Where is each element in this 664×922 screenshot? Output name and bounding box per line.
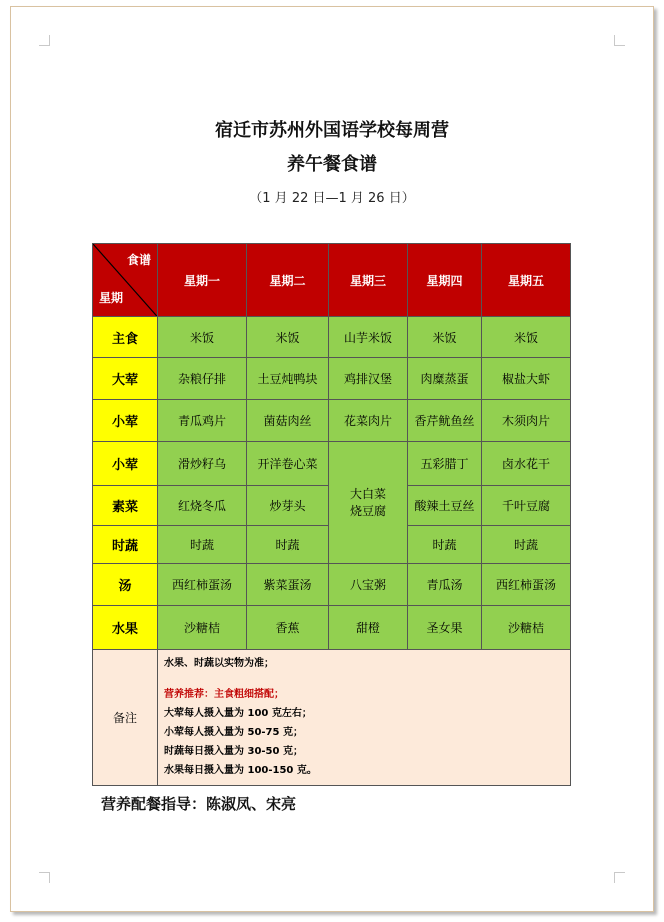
menu-cell: 时蔬 (408, 525, 482, 563)
menu-cell: 炒芽头 (247, 485, 329, 525)
menu-cell: 滑炒籽乌 (158, 441, 247, 485)
menu-cell: 卤水花干 (482, 441, 571, 485)
row-label: 汤 (93, 564, 158, 606)
menu-cell: 酸辣土豆丝 (408, 485, 482, 525)
table-row (93, 358, 571, 399)
nutrition-guide: 营养配餐指导：陈淑凤、宋亮 (101, 795, 297, 813)
menu-cell: 时蔬 (158, 525, 247, 563)
menu-cell: 西红柿蛋汤 (158, 564, 247, 606)
crop-mark-top-left (39, 35, 50, 46)
menu-cell: 椒盐大虾 (482, 358, 571, 399)
menu-cell: 花菜肉片 (329, 399, 408, 441)
table-row (93, 564, 571, 606)
menu-cell: 米饭 (158, 317, 247, 358)
menu-cell: 香芹鱿鱼丝 (408, 399, 482, 441)
title-line-1: 宿迁市苏州外国语学校每周营 (215, 120, 449, 141)
corner-top-label: 食谱 (126, 253, 151, 267)
menu-cell: 山芋米饭 (329, 317, 408, 358)
day-header: 星期二 (247, 244, 329, 317)
merged-line-2: 烧豆腐 (349, 504, 386, 519)
menu-cell: 开洋卷心菜 (247, 441, 329, 485)
day-header: 星期三 (329, 244, 408, 317)
menu-cell: 时蔬 (482, 525, 571, 563)
day-header: 星期四 (408, 244, 482, 317)
row-label: 素菜 (93, 485, 158, 525)
menu-cell: 五彩腊丁 (408, 441, 482, 485)
menu-cell: 青瓜汤 (408, 564, 482, 606)
row-label: 小荤 (93, 399, 158, 441)
menu-cell: 沙糖桔 (158, 606, 247, 650)
notes-content (158, 650, 571, 786)
menu-cell: 西红柿蛋汤 (482, 564, 571, 606)
menu-cell: 肉糜蒸蛋 (408, 358, 482, 399)
crop-mark-top-right (614, 35, 625, 46)
corner-bottom-label: 星期 (99, 291, 124, 306)
menu-cell: 米饭 (482, 317, 571, 358)
table-row (93, 606, 571, 650)
row-label: 水果 (93, 606, 158, 650)
menu-cell-merged (329, 441, 408, 563)
menu-cell: 香蕉 (247, 606, 329, 650)
menu-cell: 杂粮仔排 (158, 358, 247, 399)
notes-line: 大荤每人摄入量为 100 克左右； (164, 708, 312, 720)
crop-mark-bottom-left (39, 872, 50, 883)
notes-line: 时蔬每日摄入量为 30-50 克； (164, 746, 303, 758)
table-row (93, 441, 571, 485)
menu-cell: 鸡排汉堡 (329, 358, 408, 399)
corner-header-cell (93, 244, 158, 317)
menu-cell: 菌菇肉丝 (247, 399, 329, 441)
row-label: 主食 (93, 317, 158, 358)
row-label: 时蔬 (93, 525, 158, 563)
menu-cell: 土豆炖鸭块 (247, 358, 329, 399)
menu-cell: 青瓜鸡片 (158, 399, 247, 441)
row-label: 小荤 (93, 441, 158, 485)
header-row (93, 244, 571, 317)
menu-cell: 木须肉片 (482, 399, 571, 441)
notes-label: 备注 (93, 650, 158, 786)
notes-line: 小荤每人摄入量为 50-75 克； (164, 727, 303, 739)
menu-cell: 米饭 (408, 317, 482, 358)
menu-cell: 红烧冬瓜 (158, 485, 247, 525)
menu-table (92, 243, 571, 786)
notes-row (93, 650, 571, 786)
day-header: 星期五 (482, 244, 571, 317)
notes-line: 水果每日摄入量为 100-150 克。 (164, 765, 317, 777)
table-row (93, 399, 571, 441)
menu-cell: 时蔬 (247, 525, 329, 563)
notes-recommend: 营养推荐：主食粗细搭配； (164, 689, 284, 701)
title-line-2: 养午餐食谱 (287, 154, 377, 175)
menu-cell: 甜橙 (329, 606, 408, 650)
table-row (93, 317, 571, 358)
document-page (10, 6, 654, 912)
crop-mark-bottom-right (614, 872, 625, 883)
date-range: （1 月 22 日—1 月 26 日） (249, 191, 415, 206)
menu-cell: 千叶豆腐 (482, 485, 571, 525)
menu-cell: 八宝粥 (329, 564, 408, 606)
menu-cell: 紫菜蛋汤 (247, 564, 329, 606)
notes-gap (164, 673, 564, 685)
notes-line: 水果、时蔬以实物为准； (164, 658, 274, 670)
menu-cell: 圣女果 (408, 606, 482, 650)
day-header: 星期一 (158, 244, 247, 317)
row-label: 大荤 (93, 358, 158, 399)
merged-line-1: 大白菜 (349, 487, 386, 502)
menu-cell: 米饭 (247, 317, 329, 358)
menu-cell: 沙糖桔 (482, 606, 571, 650)
